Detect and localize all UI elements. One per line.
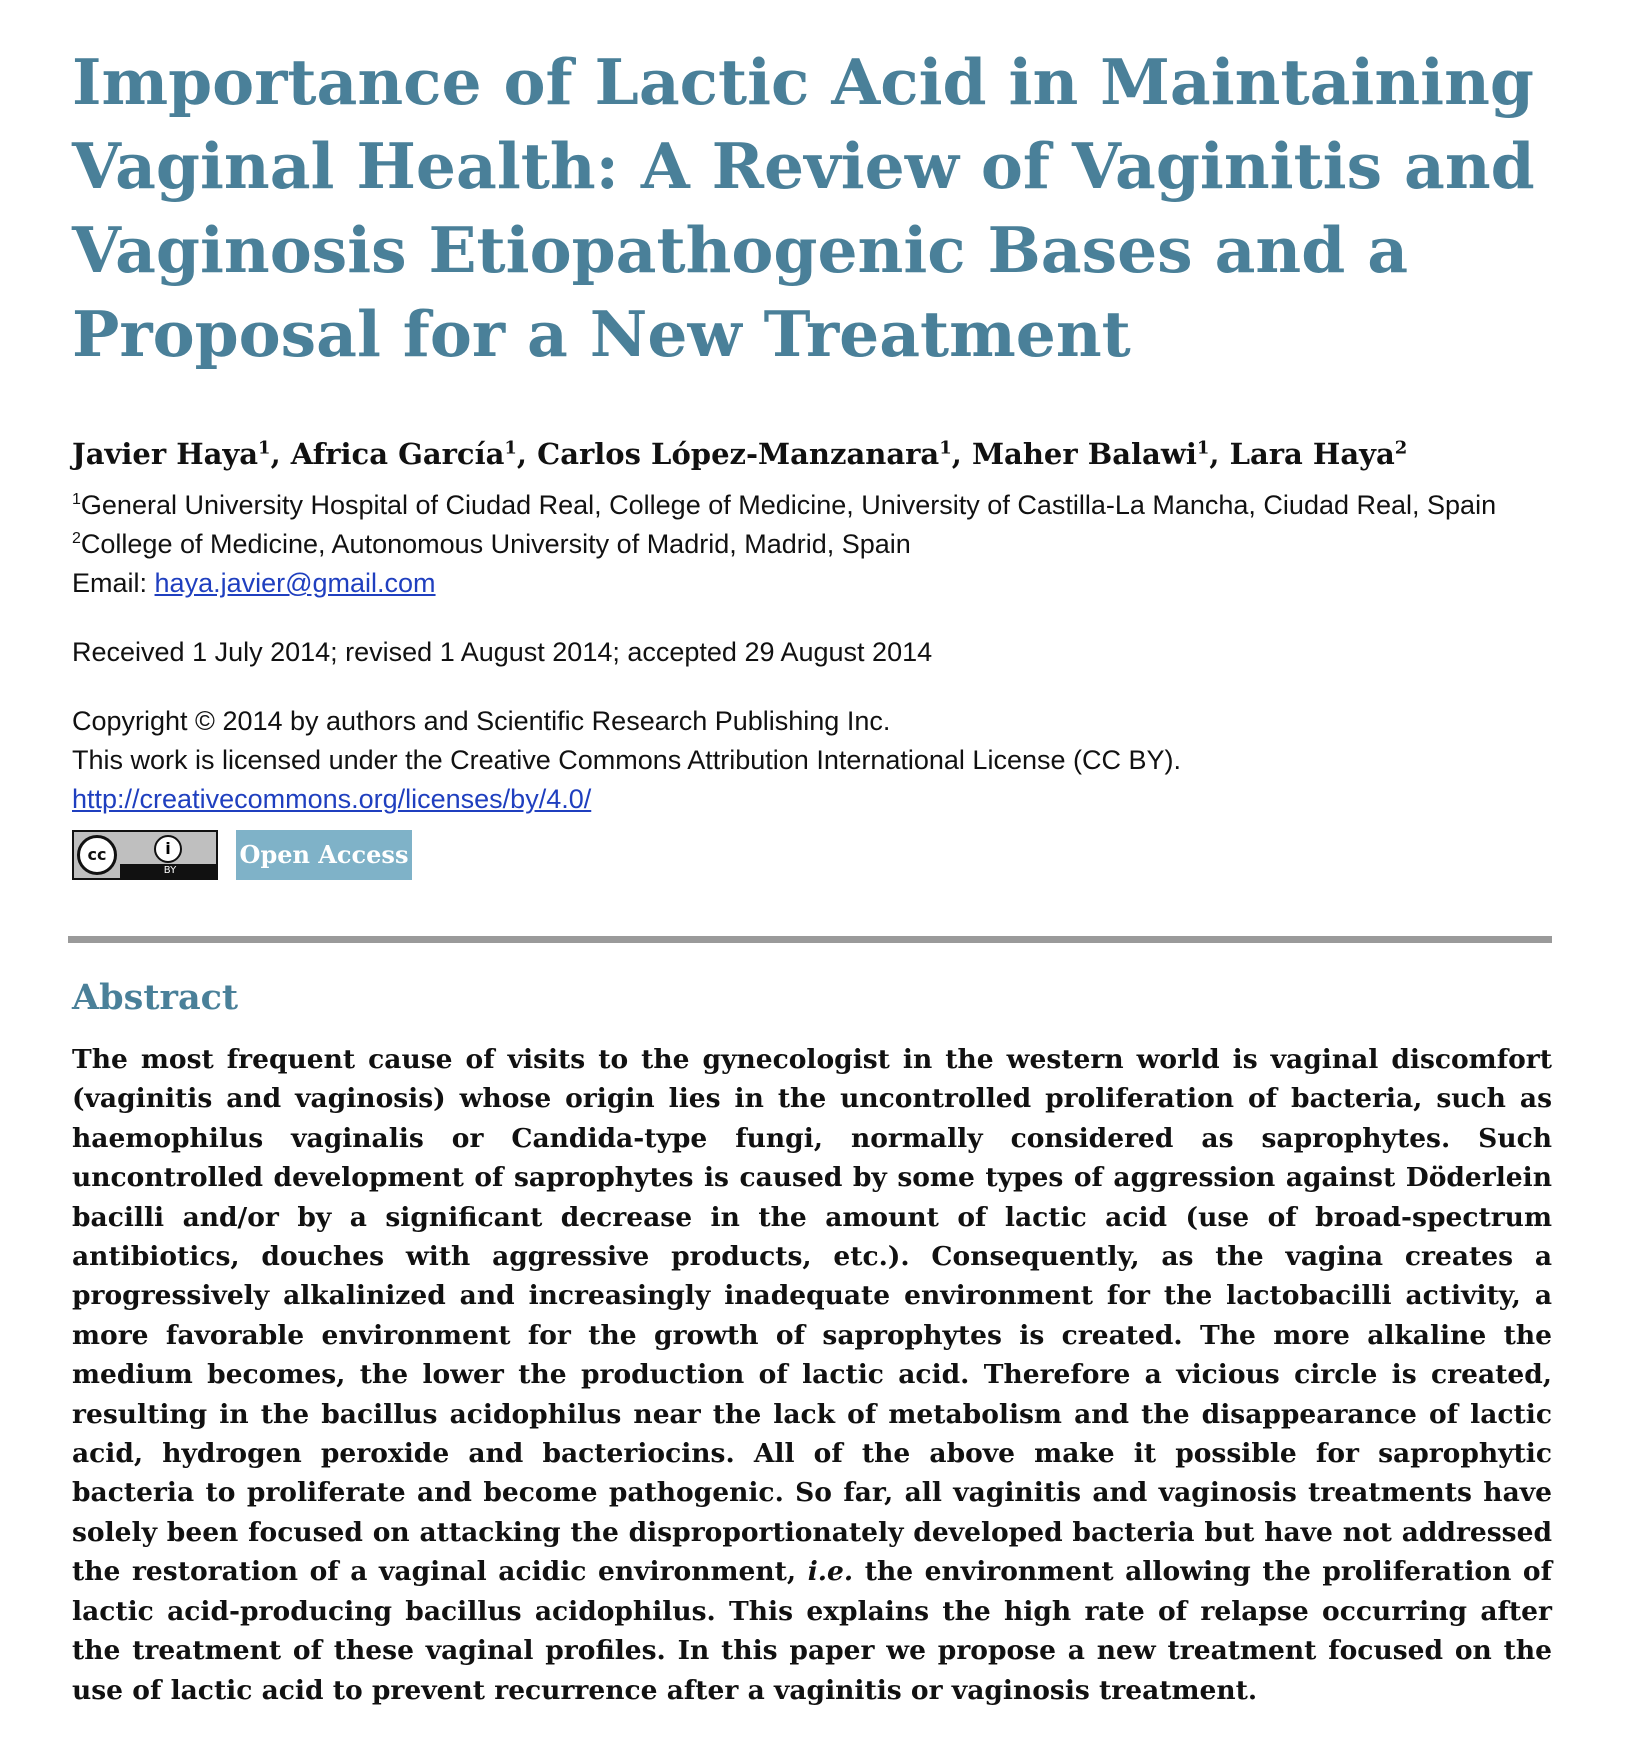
section-divider	[68, 936, 1552, 943]
copyright-line: Copyright © 2014 by authors and Scientific Research Publishing Inc.	[72, 706, 891, 736]
abstract-text: The most frequent cause of visits to the gynecologist in the western world is vaginal discomfort (vaginitis and vaginosis) whose origin lies in the uncontrolled proliferation of bacteria, such as haemophilus vaginalis or Candida-type fungi, normally considered as saprophytes. Such uncontrolled development of saprophytes is caused by some types of aggression against Döderlein bacilli and/or by a significant decrease in the amount of lactic acid (use of broad-spectrum antibiotics, douches with aggressive products, etc.). Consequently, as the vagina creates a progressively alkalinized and increasingly inadequate environment for the lactobacilli activity, a more favorable environment for the growth of saprophytes is created. The more alkaline the medium becomes, the lower the production of lactic acid. Therefore a vicious circle is created, resulting in the bacillus acidophilus near the lack of metabolism and the disappearance of lactic acid, hydrogen peroxide and bacteriocins. All of the above make it possible for saprophytic bacteria to proliferate and become pathogenic. So far, all vaginitis and vaginosis treatments have solely been focused on attacking the disproportionately developed bacteria but have not addressed the restoration of a vaginal acidic environment, i.e. the environment allowing the proliferation of lactic acid-producing bacillus acidophilus. This explains the high rate of relapse occurring after the treatment of these vaginal profiles. In this paper we propose a new treatment focused on the use of lactic acid to prevent recurrence after a vaginitis or vaginosis treatment.	[72, 1044, 1553, 1706]
attribution-icon: i	[154, 835, 182, 863]
email-link[interactable]: haya.javier@gmail.com	[154, 568, 436, 598]
license-line: This work is licensed under the Creative Commons Attribution International License (CC BY).	[72, 745, 1181, 775]
cc-icon: cc	[77, 835, 117, 875]
author: Lara Haya$^2$	[1229, 437, 1408, 471]
publication-dates: Received 1 July 2014; revised 1 August 2014; accepted 29 August 2014	[72, 637, 933, 667]
author-list: Javier Haya$^1$, Africa García$^1$, Carlos López-Manzanara$^1$, Maher Balawi$^1$, Lara Haya$^2$	[72, 437, 1408, 471]
author: Carlos López-Manzanara$^1$	[537, 437, 952, 471]
affiliation: $^2$College of Medicine, Autonomous University of Madrid, Madrid, Spain	[72, 529, 911, 559]
email-line: Email: haya.javier@gmail.com	[72, 568, 436, 598]
abstract-heading: Abstract	[72, 977, 239, 1018]
license-badges	[72, 829, 1552, 881]
author: Maher Balawi$^1$	[971, 437, 1210, 471]
author: Javier Haya$^1$	[72, 437, 271, 471]
license-link[interactable]: http://creativecommons.org/licenses/by/4.0/	[72, 784, 592, 814]
author: Africa García$^1$	[290, 437, 517, 471]
paper-header	[72, 40, 1552, 881]
open-access-badge: Open Access	[236, 830, 412, 880]
copyright-block	[72, 702, 1552, 819]
affiliations	[72, 486, 1552, 603]
paper-title: Importance of Lactic Acid in Maintaining Vaginal Health: A Review of Vaginitis and Vaginosis Etiopathogenic Bases and a Proposal for a New Treatment	[72, 45, 1535, 371]
by-label: BY	[120, 864, 218, 878]
cc-by-badge-icon[interactable]	[72, 830, 218, 880]
affiliation: $^1$General University Hospital of Ciudad Real, College of Medicine, University of Castilla-La Mancha, Ciudad Real, Spain	[72, 490, 1497, 520]
